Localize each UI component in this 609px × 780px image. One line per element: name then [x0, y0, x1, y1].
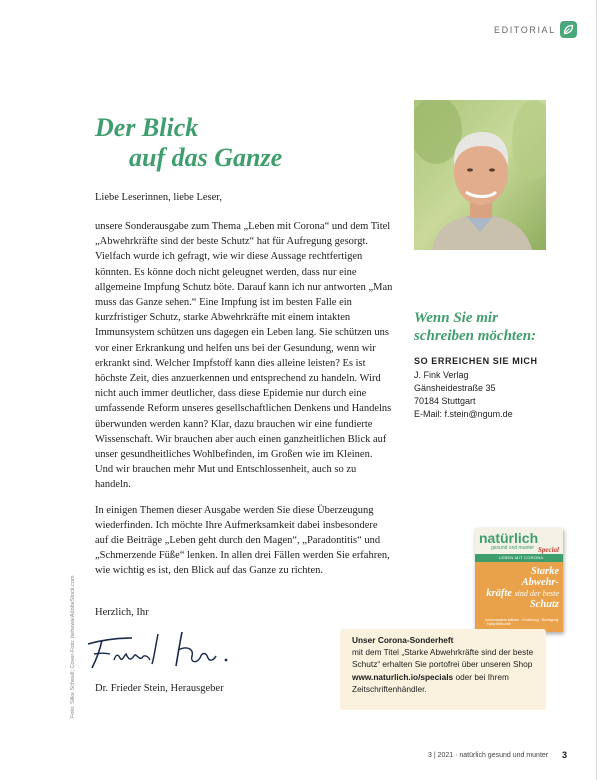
- promo-text: [352, 634, 542, 695]
- promo-line-end: oder bei Ihrem Zeitschriftenhändler.: [352, 671, 509, 694]
- page-edge-rule: [596, 0, 597, 780]
- cover-headline: Starke Abwehr- kräfte sind der beste Schutz: [486, 566, 559, 610]
- title-line-2: auf das Ganze: [129, 143, 283, 172]
- cover-special: Special: [538, 546, 559, 554]
- cover-brand-sub: gesund und munter: [491, 545, 535, 551]
- handwritten-signature: [82, 624, 242, 674]
- editorial-body: [95, 219, 393, 589]
- promo-link[interactable]: www.naturlich.io/specials: [352, 671, 454, 682]
- contact-title-line-1: Wenn Sie mir: [414, 310, 498, 326]
- contact-city: 70184 Stuttgart: [414, 396, 476, 406]
- promo-line: mit dem Titel „Starke Abwehrkräfte sind der beste Schutz“ erhalten Sie portofrei über unseren Shop: [352, 647, 534, 670]
- paragraph-1: unsere Sonderausgabe zum Thema „Leben mit Corona“ und dem Titel „Abwehrkräfte sind der beste Schutz“ hat für Aufregung gesorgt. Vielfach wurde ich gefragt, wie wir diese Aussage rechtfertigen könnten. Es könne doch nicht geleugnet werden, dass nur eine allgemeine Impfung Schutz böte. Darauf kann ich nur antworten „Man muss das Ganze sehen.“ Eine Impfung ist im besten Falle ein kurzfristiger Schutz, starke Abwehrkräfte mit einem intakten Immunsystem schützen uns dagegen ein Leben lang. Sie schützen uns vor einer Erkrankung und helfen uns bei der Gesundung, wenn wir erkrankt sind. Welcher Impfstoff kann dies alleine leisten? Es ist höchste Zeit, dies anzuerkennen und entsprechend zu handeln. Wird nicht auch immer deutlicher, dass diese Epidemie nur durch eine umfassende Reform unseres gesellschaftlichen Denkens und Handelns überwunden werden kann? Klar, dazu brauchen wir eine fundierte Wissenschaft. Wir brauchen aber auch einen ganzheitlichen Blick auf unser gesundheitliches Wohlbefinden, im Großen wie im Kleinen. Und wir brauchen mehr Mut und Entschlossenheit, auch so zu handeln.: [95, 221, 393, 491]
- salutation: Liebe Leserinnen, liebe Leser,: [95, 192, 222, 203]
- promo-title: Unser Corona-Sonderheft: [352, 635, 454, 645]
- author-portrait: [414, 100, 546, 250]
- cover-fine-print: Immunsystem stärken · Ernährung · Bewegung · Naturheilkunde: [485, 618, 559, 626]
- page-title: [95, 113, 282, 173]
- contact-address: [414, 369, 513, 421]
- contact-title: [414, 309, 536, 345]
- contact-publisher: J. Fink Verlag: [414, 370, 469, 380]
- closing: Herzlich, Ihr: [95, 607, 149, 618]
- magazine-cover: [475, 528, 563, 632]
- page-number: 3: [562, 750, 568, 760]
- footer-issue: 3 | 2021 · natürlich gesund und munter: [428, 752, 549, 759]
- contact-email[interactable]: E-Mail: f.stein@ngum.de: [414, 409, 513, 419]
- signer-name: Dr. Frieder Stein, Herausgeber: [95, 683, 224, 694]
- cover-banner: LEBEN MIT CORONA: [475, 554, 563, 562]
- contact-title-line-2: schreiben möchten:: [414, 328, 537, 344]
- photo-credit: Foto: Silke Schwell; Cover-Foto: behewa/AdobeStock.com: [70, 575, 76, 718]
- contact-heading: SO ERREICHEN SIE MICH: [414, 356, 538, 366]
- contact-street: Gänsheidestraße 35: [414, 383, 496, 393]
- paragraph-2: In einigen Themen dieser Ausgabe werden Sie diese Überzeugung wiederfinden. Ich möchte Ihre Aufmerksamkeit dabei insbesondere auf die Beiträge „Leben geht durch den Magen“, „Paradontitis“ und „Schmerzende Füße“ lenken. In allen drei Fällen werden Sie erfahren, wie wichtig es ist, den Blick auf das Ganze zu richten.: [95, 504, 390, 577]
- title-line-1: Der Blick: [95, 113, 199, 142]
- leaf-icon: [560, 21, 577, 38]
- cover-brand: natürlich: [479, 530, 539, 546]
- section-label: EDITORIAL: [494, 25, 556, 35]
